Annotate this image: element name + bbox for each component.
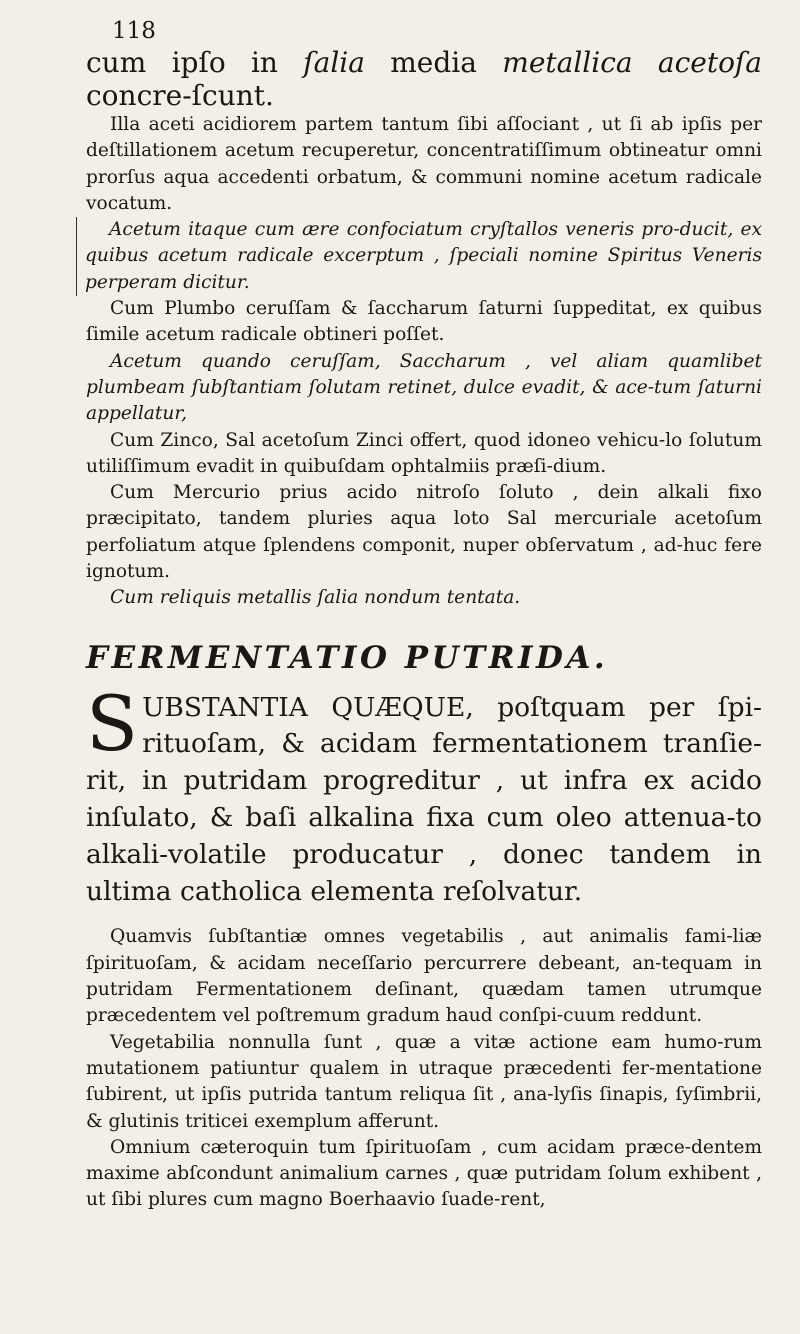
paragraph-omnium: Omnium cæteroquin tum ſpirituoſam , cum acidam præce-dentem maxime abſcondunt animalium carnes , quæ putridam ſolum exhibent , ut ſibi plures cum magno Boerhaavio ſuade-rent,: [86, 1136, 762, 1211]
opening-em1: ſalia: [303, 46, 365, 79]
paragraph-plumbo: Cum Plumbo ceruſſam & ſaccharum ſaturni ſuppeditat, ex quibus ſimile acetum radicale obtineri poſſet.: [86, 298, 762, 346]
paragraph-mercurio: Cum Mercurio prius acido nitroſo ſoluto , dein alkali fixo præcipitato, tandem pluries aqua loto Sal mercuriale acetoſum perfoliatum atque ſplendens componit, nuper obſervatum , ad-huc fere ignotum.: [86, 482, 762, 583]
drop-cap: S: [86, 678, 139, 768]
paragraph-illa: Illa aceti acidiorem partem tantum ſibi aſſociant , ut ſi ab ipſis per deſtillationem acetum recuperetur, concentratiſſimum obtineatur omni prorſus aqua accedenti orbatum, & communi nomine acetum radicale vocatum.: [86, 114, 762, 214]
opening-line: [86, 46, 762, 112]
opening-em2: metallica acetoſa: [502, 46, 762, 79]
paragraph-acetum-itaque: Acetum itaque cum ære confociatum cryſtallos veneris pro-ducit, ex quibus acetum radicale excerptum , ſpeciali nomine Spiritus Veneris perperam dicitur.: [76, 217, 762, 296]
paragraph-zinco: Cum Zinco, Sal acetoſum Zinci offert, quod idoneo vehicu-lo ſolutum utiliſſimum evadit in quibuſdam ophtalmiis præſi-dium.: [86, 429, 762, 477]
paragraph-cum-reliquis: Cum reliquis metallis ſalia nondum tentata.: [110, 587, 521, 609]
page-number: 118: [112, 18, 156, 44]
paragraph-vegetabilia: Vegetabilia nonnulla ſunt , quæ a vitæ actione eam humo-rum mutationem patiuntur qualem in utraque præcedenti fer-mentatione ſubirent, ut ipſis putrida tantum reliqua ſit , ana-lyſis ſinapis, ſyſimbrii, & glutinis triticei exemplum afferunt.: [86, 1031, 762, 1132]
section-first-paragraph: [86, 678, 762, 911]
opening-post: concre-ſcunt.: [86, 79, 274, 112]
opening-pre: cum ipſo in: [86, 46, 304, 79]
paragraph-quamvis: Quamvis ſubſtantiæ omnes vegetabilis , aut animalis fami-liæ ſpirituoſam, & acidam neceſſario percurrere debeant, an-tequam in putridam Fermentationem deſinant, quædam tamen utrumque præcedentem vel poſtremum gradum haud conſpi-cuum reddunt.: [86, 926, 762, 1027]
section-title: FERMENTATIO PUTRIDA.: [86, 639, 609, 676]
paragraph-acetum-quando: Acetum quando ceruſſam, Saccharum , vel aliam quamlibet plumbeam ſubſtantiam ſolutam retinet, dulce evadit, & ace-tum ſaturni appellatur,: [86, 350, 762, 425]
opening-mid: media: [364, 46, 503, 79]
section-first-paragraph-text: UBSTANTIA QUÆQUE, poſtquam per ſpi-rituoſam, & acidam fermentationem tranſie-rit, in putridam progreditur , ut infra ex acido inſulato, & baſi alkalina fixa cum oleo attenua-to alkali-volatile producatur , donec tandem in ultima catholica elementa reſolvatur.: [86, 691, 762, 907]
